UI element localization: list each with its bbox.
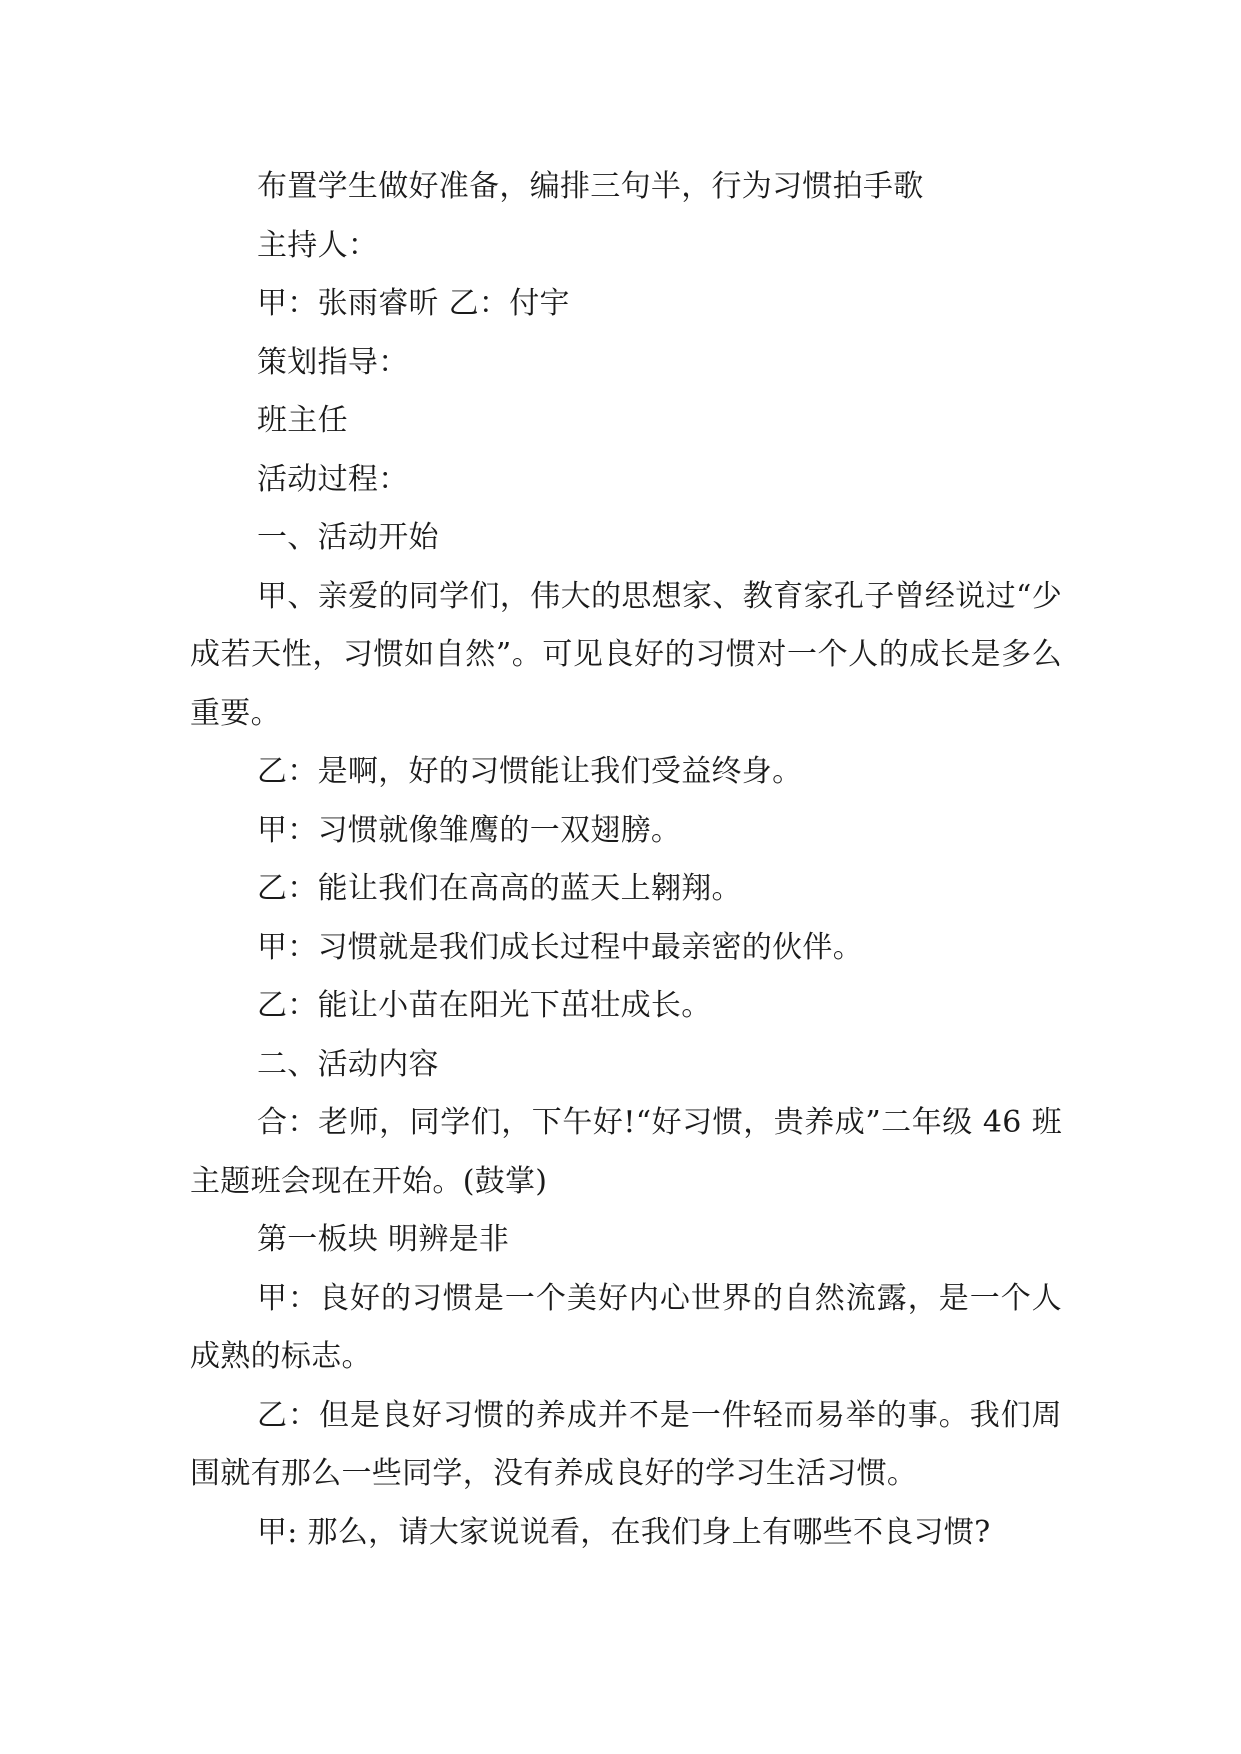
paragraph: 主持人： (257, 227, 379, 263)
subsection-heading: 第一板块 明辨是非 (257, 1222, 510, 1257)
paragraph: 布置学生做好准备，编排三句半，行为习惯拍手歌 (257, 169, 924, 204)
paragraph: 策划指导： (257, 344, 409, 380)
paragraph: 乙：能让小苗在阳光下茁壮成长。 (257, 988, 712, 1023)
paragraph: 甲、亲爱的同学们，伟大的思想家、教育家孔子曾经说过“少成若天性，习惯如自然”。可见良好的习惯对一个人的成长是多么重要。 (190, 578, 1062, 731)
section-heading: 二、活动内容 (257, 1046, 439, 1082)
paragraph: 甲：习惯就是我们成长过程中最亲密的伙伴。 (257, 929, 863, 965)
paragraph: 甲: 那么，请大家说说看，在我们身上有哪些不良习惯? (257, 1514, 991, 1550)
paragraph: 乙：能让我们在高高的蓝天上翱翔。 (257, 871, 742, 906)
document-body (190, 158, 1062, 1562)
paragraph: 合：老师，同学们，下午好!“好习惯，贵养成”二年级 46 班主题班会现在开始。(鼓掌) (190, 1105, 1062, 1199)
paragraph: 活动过程： (257, 461, 409, 497)
paragraph: 甲：良好的习惯是一个美好内心世界的自然流露，是一个人成熟的标志。 (190, 1280, 1062, 1374)
paragraph: 乙：但是良好习惯的养成并不是一件轻而易举的事。我们周围就有那么一些同学，没有养成良好的学习生活习惯。 (190, 1397, 1062, 1491)
paragraph: 班主任 (257, 403, 348, 438)
paragraph: 甲：张雨睿昕 乙：付宇 (257, 286, 570, 321)
section-heading: 一、活动开始 (257, 520, 439, 555)
paragraph: 乙：是啊，好的习惯能让我们受益终身。 (257, 754, 803, 789)
paragraph: 甲：习惯就像雏鹰的一双翅膀。 (257, 812, 682, 848)
